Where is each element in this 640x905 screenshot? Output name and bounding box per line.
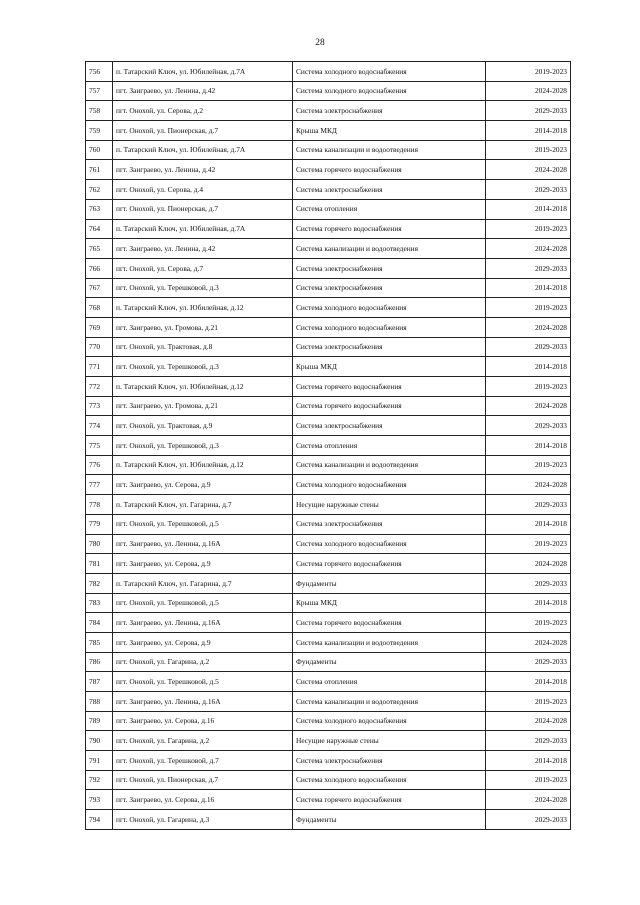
table-row <box>86 337 571 357</box>
address-cell: пгт. Заиграево, ул. Ленина, д.42 <box>113 81 293 101</box>
period-cell: 2019-2023 <box>486 140 571 160</box>
address-cell: пгт. Онохой, ул. Гагарина, д.3 <box>113 810 293 830</box>
row-number: 763 <box>86 199 113 219</box>
row-number: 792 <box>86 770 113 790</box>
address-cell: пгт. Онохой, ул. Гагарина, д.2 <box>113 652 293 672</box>
row-number: 776 <box>86 455 113 475</box>
table-row <box>86 632 571 652</box>
table-row <box>86 770 571 790</box>
period-cell: 2014-2018 <box>486 121 571 141</box>
row-number: 771 <box>86 357 113 377</box>
table-row <box>86 790 571 810</box>
system-cell: Система холодного водоснабжения <box>293 711 486 731</box>
table-row <box>86 317 571 337</box>
table-row <box>86 396 571 416</box>
period-cell: 2014-2018 <box>486 514 571 534</box>
period-cell: 2029-2033 <box>486 495 571 515</box>
row-number: 790 <box>86 731 113 751</box>
system-cell: Система холодного водоснабжения <box>293 298 486 318</box>
row-number: 779 <box>86 514 113 534</box>
table-row <box>86 416 571 436</box>
table-row <box>86 239 571 259</box>
period-cell: 2019-2023 <box>486 455 571 475</box>
system-cell: Крыша МКД <box>293 593 486 613</box>
period-cell: 2019-2023 <box>486 377 571 397</box>
address-cell: пгт. Заиграево, ул. Ленина, д.16А <box>113 534 293 554</box>
address-cell: пгт. Онохой, ул. Трактовая, д.8 <box>113 337 293 357</box>
row-number: 766 <box>86 258 113 278</box>
address-cell: п. Татарский Ключ, ул. Юбилейная, д.7А <box>113 62 293 82</box>
address-cell: п. Татарский Ключ, ул. Юбилейная, д.12 <box>113 298 293 318</box>
row-number: 789 <box>86 711 113 731</box>
row-number: 780 <box>86 534 113 554</box>
address-cell: пгт. Онохой, ул. Терешковой, д.5 <box>113 514 293 534</box>
row-number: 765 <box>86 239 113 259</box>
table-row <box>86 180 571 200</box>
period-cell: 2024-2028 <box>486 711 571 731</box>
row-number: 778 <box>86 495 113 515</box>
table-row <box>86 140 571 160</box>
system-cell: Система канализации и водоотведения <box>293 692 486 712</box>
period-cell: 2014-2018 <box>486 593 571 613</box>
address-cell: п. Татарский Ключ, ул. Юбилейная, д.12 <box>113 377 293 397</box>
address-cell: пгт. Онохой, ул. Серова, д.7 <box>113 258 293 278</box>
table-row <box>86 751 571 771</box>
row-number: 777 <box>86 475 113 495</box>
table-row <box>86 160 571 180</box>
system-cell: Система холодного водоснабжения <box>293 62 486 82</box>
table-row <box>86 357 571 377</box>
address-cell: п. Татарский Ключ, ул. Гагарина, д.7 <box>113 573 293 593</box>
period-cell: 2029-2033 <box>486 180 571 200</box>
address-cell: п. Татарский Ключ, ул. Юбилейная, д.12 <box>113 455 293 475</box>
system-cell: Фундаменты <box>293 652 486 672</box>
row-number: 759 <box>86 121 113 141</box>
row-number: 761 <box>86 160 113 180</box>
row-number: 784 <box>86 613 113 633</box>
table-row <box>86 436 571 456</box>
period-cell: 2019-2023 <box>486 219 571 239</box>
row-number: 782 <box>86 573 113 593</box>
table-row <box>86 672 571 692</box>
system-cell: Система электроснабжения <box>293 258 486 278</box>
address-cell: пгт. Заиграево, ул. Громова, д.21 <box>113 396 293 416</box>
period-cell: 2019-2023 <box>486 534 571 554</box>
period-cell: 2024-2028 <box>486 475 571 495</box>
row-number: 760 <box>86 140 113 160</box>
period-cell: 2024-2028 <box>486 554 571 574</box>
table-row <box>86 278 571 298</box>
row-number: 786 <box>86 652 113 672</box>
table-row <box>86 219 571 239</box>
address-cell: пгт. Заиграево, ул. Серова, д.16 <box>113 711 293 731</box>
period-cell: 2029-2033 <box>486 573 571 593</box>
system-cell: Система канализации и водоотведения <box>293 455 486 475</box>
system-cell: Система холодного водоснабжения <box>293 534 486 554</box>
address-cell: пгт. Онохой, ул. Серова, д.4 <box>113 180 293 200</box>
address-cell: пгт. Онохой, ул. Терешковой, д.5 <box>113 593 293 613</box>
address-cell: п. Татарский Ключ, ул. Гагарина, д.7 <box>113 495 293 515</box>
table-row <box>86 81 571 101</box>
system-cell: Система канализации и водоотведения <box>293 239 486 259</box>
row-number: 783 <box>86 593 113 613</box>
address-cell: пгт. Заиграево, ул. Громова, д.21 <box>113 317 293 337</box>
address-cell: пгт. Заиграево, ул. Серова, д.9 <box>113 632 293 652</box>
system-cell: Крыша МКД <box>293 357 486 377</box>
row-number: 757 <box>86 81 113 101</box>
address-cell: пгт. Онохой, ул. Терешковой, д.3 <box>113 436 293 456</box>
system-cell: Система горячего водоснабжения <box>293 377 486 397</box>
table-body <box>86 62 571 830</box>
period-cell: 2019-2023 <box>486 613 571 633</box>
period-cell: 2014-2018 <box>486 199 571 219</box>
table-row <box>86 534 571 554</box>
period-cell: 2029-2033 <box>486 337 571 357</box>
system-cell: Система отопления <box>293 672 486 692</box>
period-cell: 2014-2018 <box>486 357 571 377</box>
table-row <box>86 613 571 633</box>
system-cell: Система электроснабжения <box>293 514 486 534</box>
period-cell: 2024-2028 <box>486 160 571 180</box>
system-cell: Система холодного водоснабжения <box>293 475 486 495</box>
row-number: 775 <box>86 436 113 456</box>
row-number: 774 <box>86 416 113 436</box>
row-number: 773 <box>86 396 113 416</box>
system-cell: Несущие наружные стены <box>293 731 486 751</box>
address-cell: пгт. Заиграево, ул. Серова, д.9 <box>113 475 293 495</box>
address-cell: пгт. Онохой, ул. Терешковой, д.3 <box>113 357 293 377</box>
period-cell: 2029-2033 <box>486 258 571 278</box>
row-number: 758 <box>86 101 113 121</box>
table-row <box>86 101 571 121</box>
row-number: 767 <box>86 278 113 298</box>
table-row <box>86 298 571 318</box>
row-number: 787 <box>86 672 113 692</box>
period-cell: 2029-2033 <box>486 652 571 672</box>
address-cell: пгт. Онохой, ул. Терешковой, д.7 <box>113 751 293 771</box>
repair-schedule-table <box>85 61 571 830</box>
system-cell: Фундаменты <box>293 573 486 593</box>
row-number: 781 <box>86 554 113 574</box>
system-cell: Система электроснабжения <box>293 416 486 436</box>
period-cell: 2019-2023 <box>486 62 571 82</box>
system-cell: Система электроснабжения <box>293 101 486 121</box>
table-row <box>86 711 571 731</box>
table-row <box>86 593 571 613</box>
row-number: 791 <box>86 751 113 771</box>
table-row <box>86 731 571 751</box>
period-cell: 2014-2018 <box>486 751 571 771</box>
system-cell: Система холодного водоснабжения <box>293 81 486 101</box>
table-row <box>86 199 571 219</box>
table-row <box>86 62 571 82</box>
period-cell: 2029-2033 <box>486 731 571 751</box>
row-number: 794 <box>86 810 113 830</box>
address-cell: пгт. Онохой, ул. Терешковой, д.3 <box>113 278 293 298</box>
system-cell: Система горячего водоснабжения <box>293 613 486 633</box>
table-row <box>86 810 571 830</box>
address-cell: пгт. Заиграево, ул. Ленина, д.42 <box>113 160 293 180</box>
period-cell: 2029-2033 <box>486 416 571 436</box>
table-row <box>86 554 571 574</box>
system-cell: Система горячего водоснабжения <box>293 160 486 180</box>
system-cell: Несущие наружные стены <box>293 495 486 515</box>
system-cell: Система электроснабжения <box>293 180 486 200</box>
address-cell: пгт. Онохой, ул. Пионерская, д.7 <box>113 770 293 790</box>
address-cell: пгт. Онохой, ул. Серова, д.2 <box>113 101 293 121</box>
address-cell: пгт. Заиграево, ул. Ленина, д.16А <box>113 692 293 712</box>
address-cell: пгт. Заиграево, ул. Серова, д.9 <box>113 554 293 574</box>
system-cell: Фундаменты <box>293 810 486 830</box>
period-cell: 2024-2028 <box>486 632 571 652</box>
table-row <box>86 475 571 495</box>
table-row <box>86 455 571 475</box>
system-cell: Система электроснабжения <box>293 751 486 771</box>
period-cell: 2019-2023 <box>486 770 571 790</box>
address-cell: пгт. Онохой, ул. Терешковой, д.5 <box>113 672 293 692</box>
system-cell: Система канализации и водоотведения <box>293 632 486 652</box>
period-cell: 2024-2028 <box>486 790 571 810</box>
period-cell: 2019-2023 <box>486 692 571 712</box>
system-cell: Система электроснабжения <box>293 278 486 298</box>
system-cell: Система холодного водоснабжения <box>293 317 486 337</box>
table-row <box>86 514 571 534</box>
address-cell: пгт. Онохой, ул. Гагарина, д.2 <box>113 731 293 751</box>
period-cell: 2029-2033 <box>486 810 571 830</box>
row-number: 762 <box>86 180 113 200</box>
period-cell: 2014-2018 <box>486 672 571 692</box>
period-cell: 2024-2028 <box>486 239 571 259</box>
address-cell: пгт. Онохой, ул. Пионерская, д.7 <box>113 121 293 141</box>
row-number: 769 <box>86 317 113 337</box>
row-number: 772 <box>86 377 113 397</box>
period-cell: 2014-2018 <box>486 436 571 456</box>
row-number: 770 <box>86 337 113 357</box>
system-cell: Система горячего водоснабжения <box>293 219 486 239</box>
period-cell: 2024-2028 <box>486 81 571 101</box>
address-cell: пгт. Заиграево, ул. Серова, д.16 <box>113 790 293 810</box>
address-cell: пгт. Онохой, ул. Трактовая, д.9 <box>113 416 293 436</box>
address-cell: п. Татарский Ключ, ул. Юбилейная, д.7А <box>113 219 293 239</box>
table-row <box>86 652 571 672</box>
address-cell: пгт. Заиграево, ул. Ленина, д.16А <box>113 613 293 633</box>
system-cell: Система горячего водоснабжения <box>293 790 486 810</box>
system-cell: Система горячего водоснабжения <box>293 554 486 574</box>
row-number: 756 <box>86 62 113 82</box>
system-cell: Система электроснабжения <box>293 337 486 357</box>
system-cell: Система отопления <box>293 199 486 219</box>
table-row <box>86 692 571 712</box>
row-number: 785 <box>86 632 113 652</box>
system-cell: Система отопления <box>293 436 486 456</box>
period-cell: 2024-2028 <box>486 317 571 337</box>
period-cell: 2014-2018 <box>486 278 571 298</box>
page-number: 28 <box>315 38 325 48</box>
table-row <box>86 495 571 515</box>
period-cell: 2019-2023 <box>486 298 571 318</box>
system-cell: Система холодного водоснабжения <box>293 770 486 790</box>
address-cell: п. Татарский Ключ, ул. Юбилейная, д.7А <box>113 140 293 160</box>
period-cell: 2024-2028 <box>486 396 571 416</box>
system-cell: Система канализации и водоотведения <box>293 140 486 160</box>
address-cell: пгт. Онохой, ул. Пионерская, д.7 <box>113 199 293 219</box>
address-cell: пгт. Заиграево, ул. Ленина, д.42 <box>113 239 293 259</box>
table-row <box>86 377 571 397</box>
period-cell: 2029-2033 <box>486 101 571 121</box>
table-row <box>86 258 571 278</box>
system-cell: Система горячего водоснабжения <box>293 396 486 416</box>
row-number: 768 <box>86 298 113 318</box>
row-number: 764 <box>86 219 113 239</box>
system-cell: Крыша МКД <box>293 121 486 141</box>
row-number: 788 <box>86 692 113 712</box>
table-row <box>86 573 571 593</box>
row-number: 793 <box>86 790 113 810</box>
table-row <box>86 121 571 141</box>
